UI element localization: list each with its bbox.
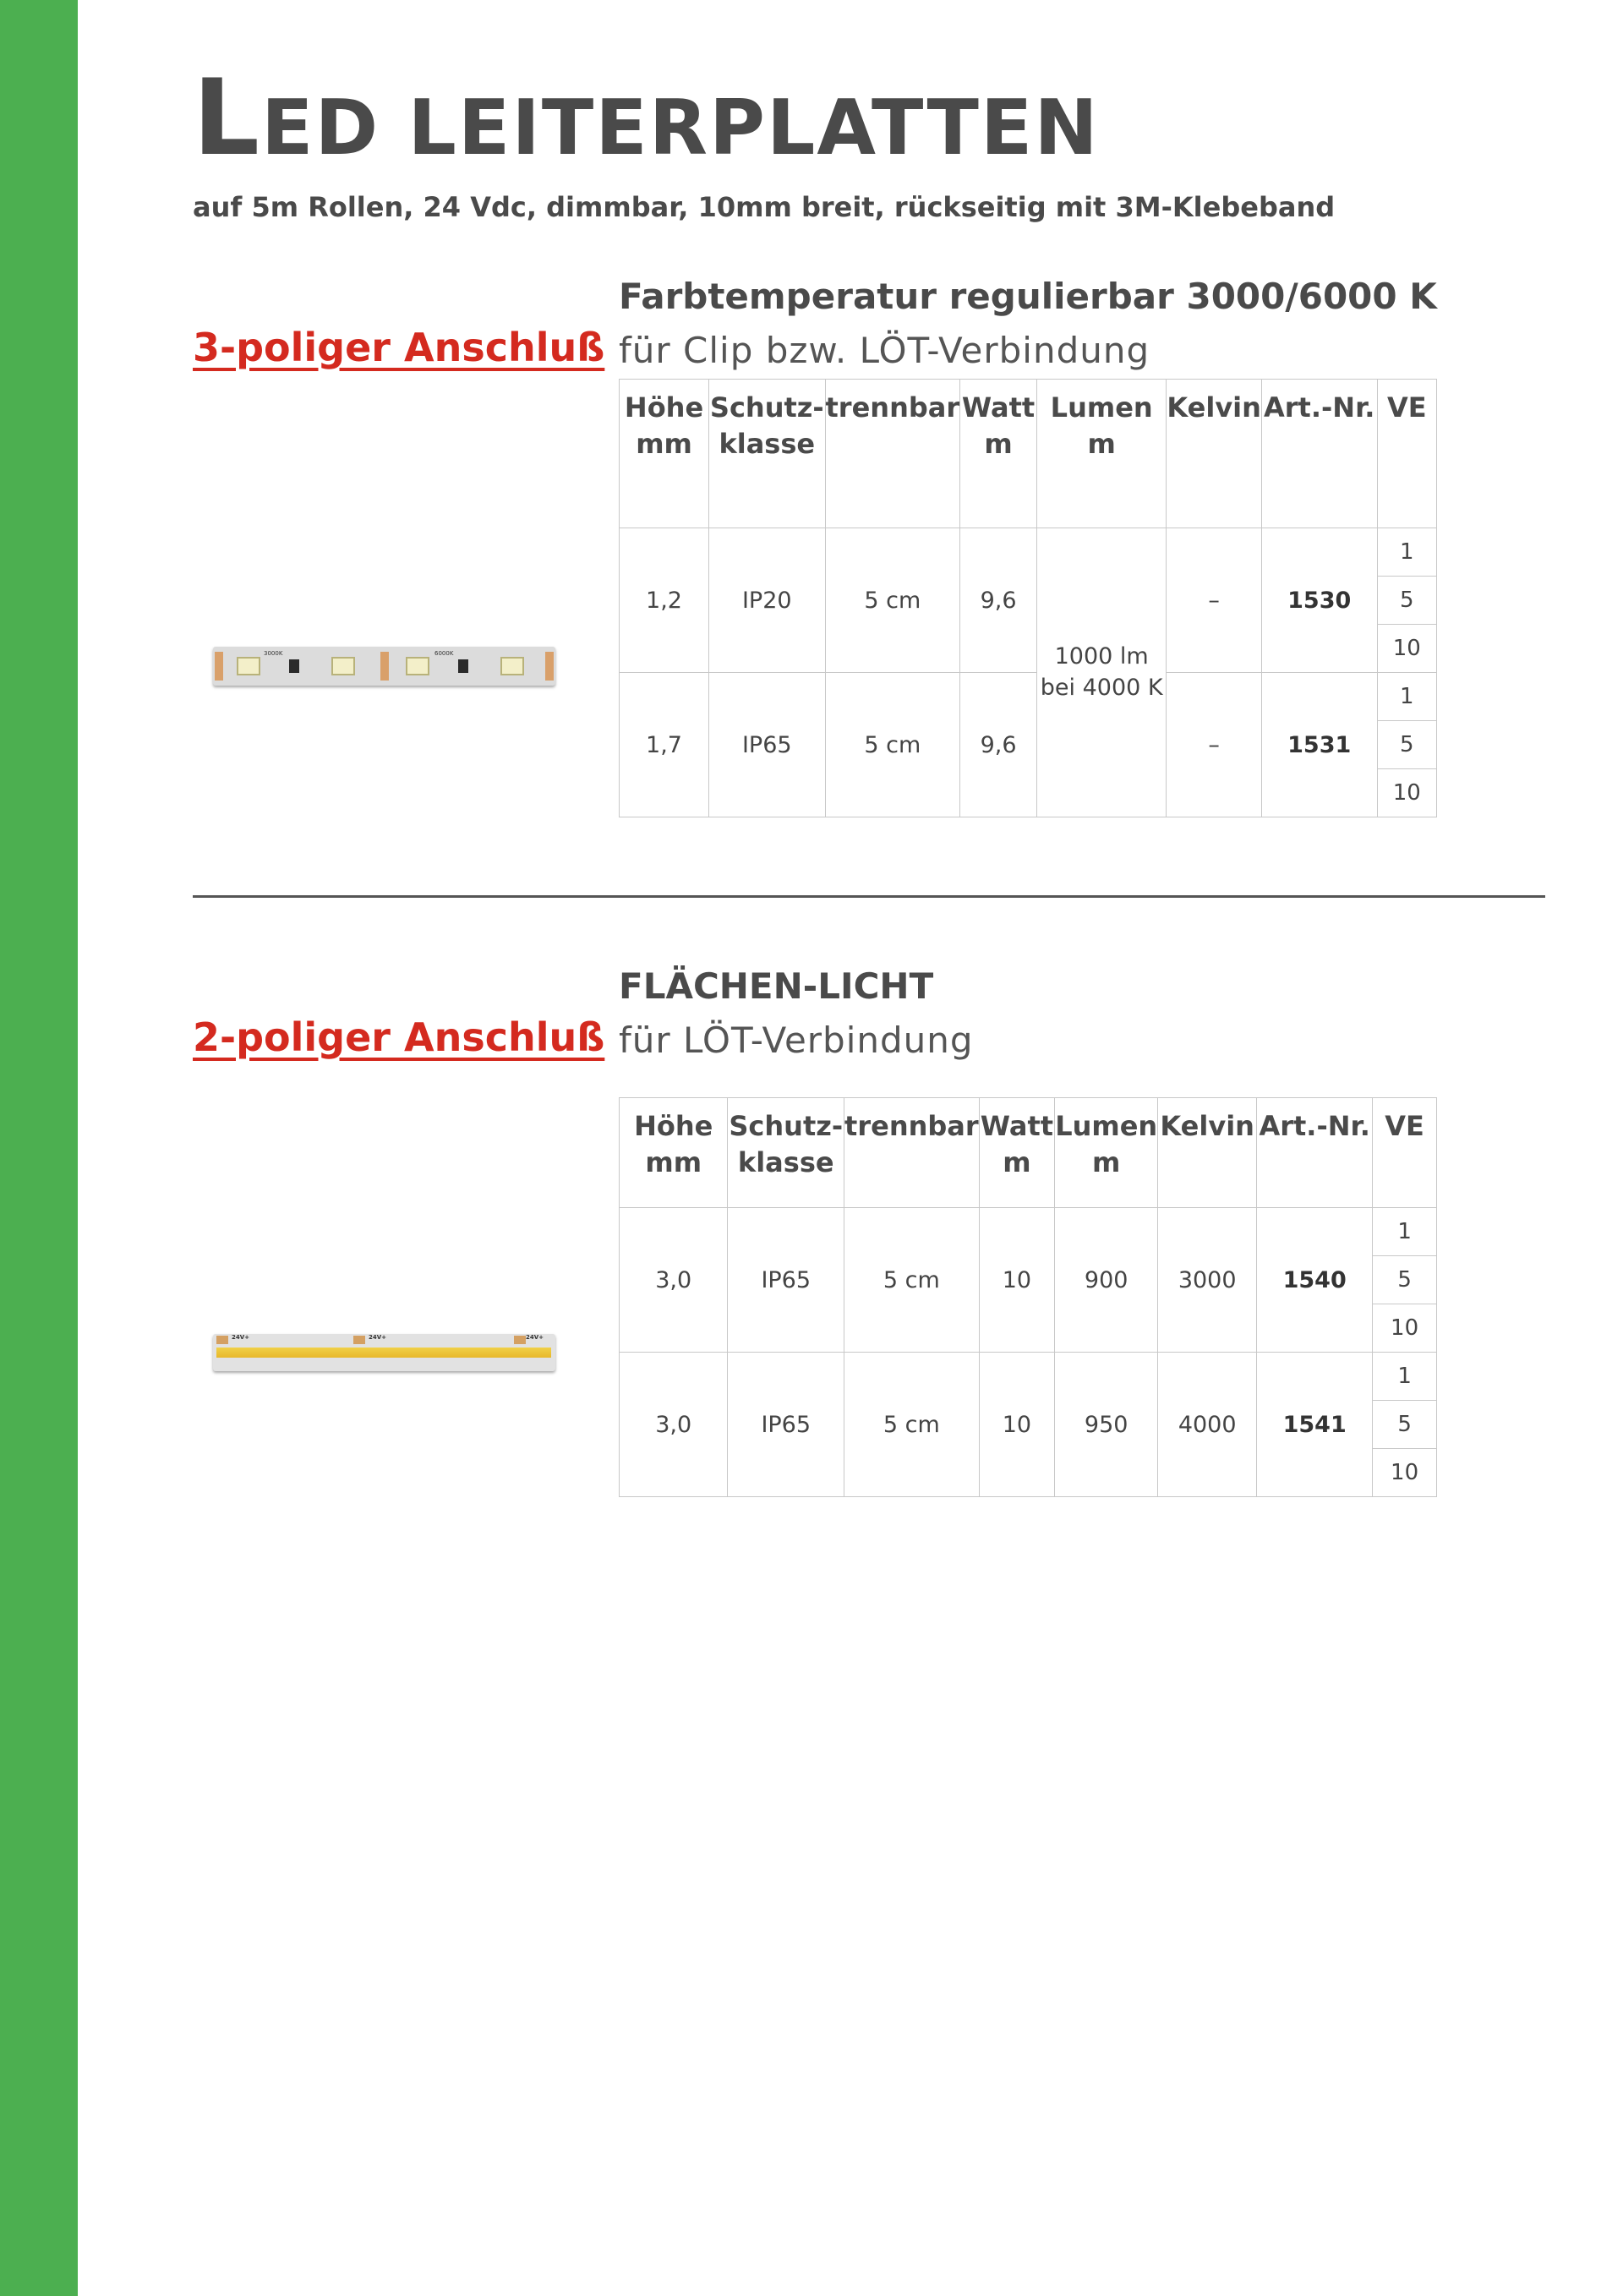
cell-kelvin: 3000 [1158,1208,1257,1353]
cell-hoehe: 1,2 [620,528,709,673]
cell-lumen-shared: 1000 lm bei 4000 K [1036,528,1166,817]
product-table-3pol [619,379,1437,817]
section2-subtitle: für LÖT-Verbindung [619,1020,974,1061]
table-row [620,1208,1437,1256]
header-watt: Watt m [960,380,1037,528]
led-strip-2pol-image [213,1334,555,1371]
header-schutzklasse: Schutz- klasse [709,380,825,528]
header-art-nr: Art.-Nr. [1257,1098,1373,1208]
header-trennbar: trennbar [844,1098,980,1208]
strip1-resistor [289,659,299,673]
cell-kelvin: – [1167,528,1262,673]
table-row [620,1353,1437,1401]
cell-watt: 9,6 [960,528,1037,673]
strip1-marking: 3000K [264,650,283,657]
strip2-marking: 24V+ [232,1334,250,1341]
strip1-led [406,657,429,675]
strip1-solder-pad [545,652,554,681]
header-art-nr: Art.-Nr. [1261,380,1377,528]
cell-ve: 5 [1377,577,1436,625]
cell-art-nr: 1530 [1261,528,1377,673]
section2-title: FLÄCHEN-LICHT [619,965,934,1007]
header-watt: Watt m [979,1098,1055,1208]
page-title [193,57,1100,179]
cell-schutzklasse: IP65 [728,1208,844,1353]
strip1-led [331,657,355,675]
cell-ve: 1 [1377,673,1436,721]
table-header-row [620,380,1437,528]
strip2-marking: 24V+ [526,1334,544,1341]
cell-ve: 5 [1373,1256,1437,1304]
section-divider [193,895,1545,898]
section1-subtitle: für Clip bzw. LÖT-Verbindung [619,330,1150,371]
cell-art-nr: 1531 [1261,673,1377,817]
page-title-rest: ED LEITERPLATTEN [261,84,1100,172]
product-table-2pol [619,1097,1437,1497]
cell-trennbar: 5 cm [825,673,960,817]
page-title-first-letter: L [193,57,262,179]
table-row [620,673,1437,721]
strip2-solder-pad [353,1336,365,1344]
cell-ve: 1 [1373,1353,1437,1401]
page-subtitle: auf 5m Rollen, 24 Vdc, dimmbar, 10mm breit, rückseitig mit 3M-Klebeband [193,191,1336,223]
cell-schutzklasse: IP20 [709,528,825,673]
header-kelvin: Kelvin [1167,380,1262,528]
header-lumen: Lumen m [1055,1098,1158,1208]
cell-schutzklasse: IP65 [728,1353,844,1497]
header-hoehe: Höhe mm [620,380,709,528]
cell-hoehe: 3,0 [620,1208,728,1353]
strip2-solder-pad [514,1336,526,1344]
cell-ve: 10 [1373,1449,1437,1497]
green-sidebar-bar [0,0,78,2296]
header-ve: VE [1373,1098,1437,1208]
header-ve: VE [1377,380,1436,528]
cell-art-nr: 1541 [1257,1353,1373,1497]
header-kelvin: Kelvin [1158,1098,1257,1208]
cell-trennbar: 5 cm [844,1353,980,1497]
cell-lumen: 900 [1055,1208,1158,1353]
cell-watt: 10 [979,1208,1055,1353]
cell-ve: 10 [1377,625,1436,673]
strip2-solder-pad [216,1336,228,1344]
cell-watt: 10 [979,1353,1055,1497]
cell-art-nr: 1540 [1257,1208,1373,1353]
strip1-resistor [458,659,468,673]
section1-connector-heading: 3-poliger Anschluß [193,325,605,370]
strip1-led [237,657,260,675]
cell-hoehe: 3,0 [620,1353,728,1497]
cell-trennbar: 5 cm [844,1208,980,1353]
cell-trennbar: 5 cm [825,528,960,673]
strip1-solder-pad [380,652,389,681]
strip2-cob-light-line [216,1348,551,1358]
header-trennbar: trennbar [825,380,960,528]
section1-title: Farbtemperatur regulierbar 3000/6000 K [619,276,1437,317]
cell-hoehe: 1,7 [620,673,709,817]
strip1-solder-pad [215,652,223,681]
header-schutzklasse: Schutz- klasse [728,1098,844,1208]
strip1-marking: 6000K [434,650,454,657]
cell-kelvin: 4000 [1158,1353,1257,1497]
section2-connector-heading: 2-poliger Anschluß [193,1014,605,1060]
cell-watt: 9,6 [960,673,1037,817]
cell-ve: 10 [1377,769,1436,817]
led-strip-3pol-image [213,647,555,686]
strip1-led [500,657,524,675]
table-header-row [620,1098,1437,1208]
header-hoehe: Höhe mm [620,1098,728,1208]
cell-schutzklasse: IP65 [709,673,825,817]
cell-ve: 10 [1373,1304,1437,1353]
table-row [620,528,1437,577]
header-lumen: Lumen m [1036,380,1166,528]
cell-kelvin: – [1167,673,1262,817]
cell-lumen: 950 [1055,1353,1158,1497]
cell-ve: 1 [1377,528,1436,577]
strip2-marking: 24V+ [369,1334,387,1341]
cell-ve: 5 [1377,721,1436,769]
cell-ve: 1 [1373,1208,1437,1256]
cell-ve: 5 [1373,1401,1437,1449]
